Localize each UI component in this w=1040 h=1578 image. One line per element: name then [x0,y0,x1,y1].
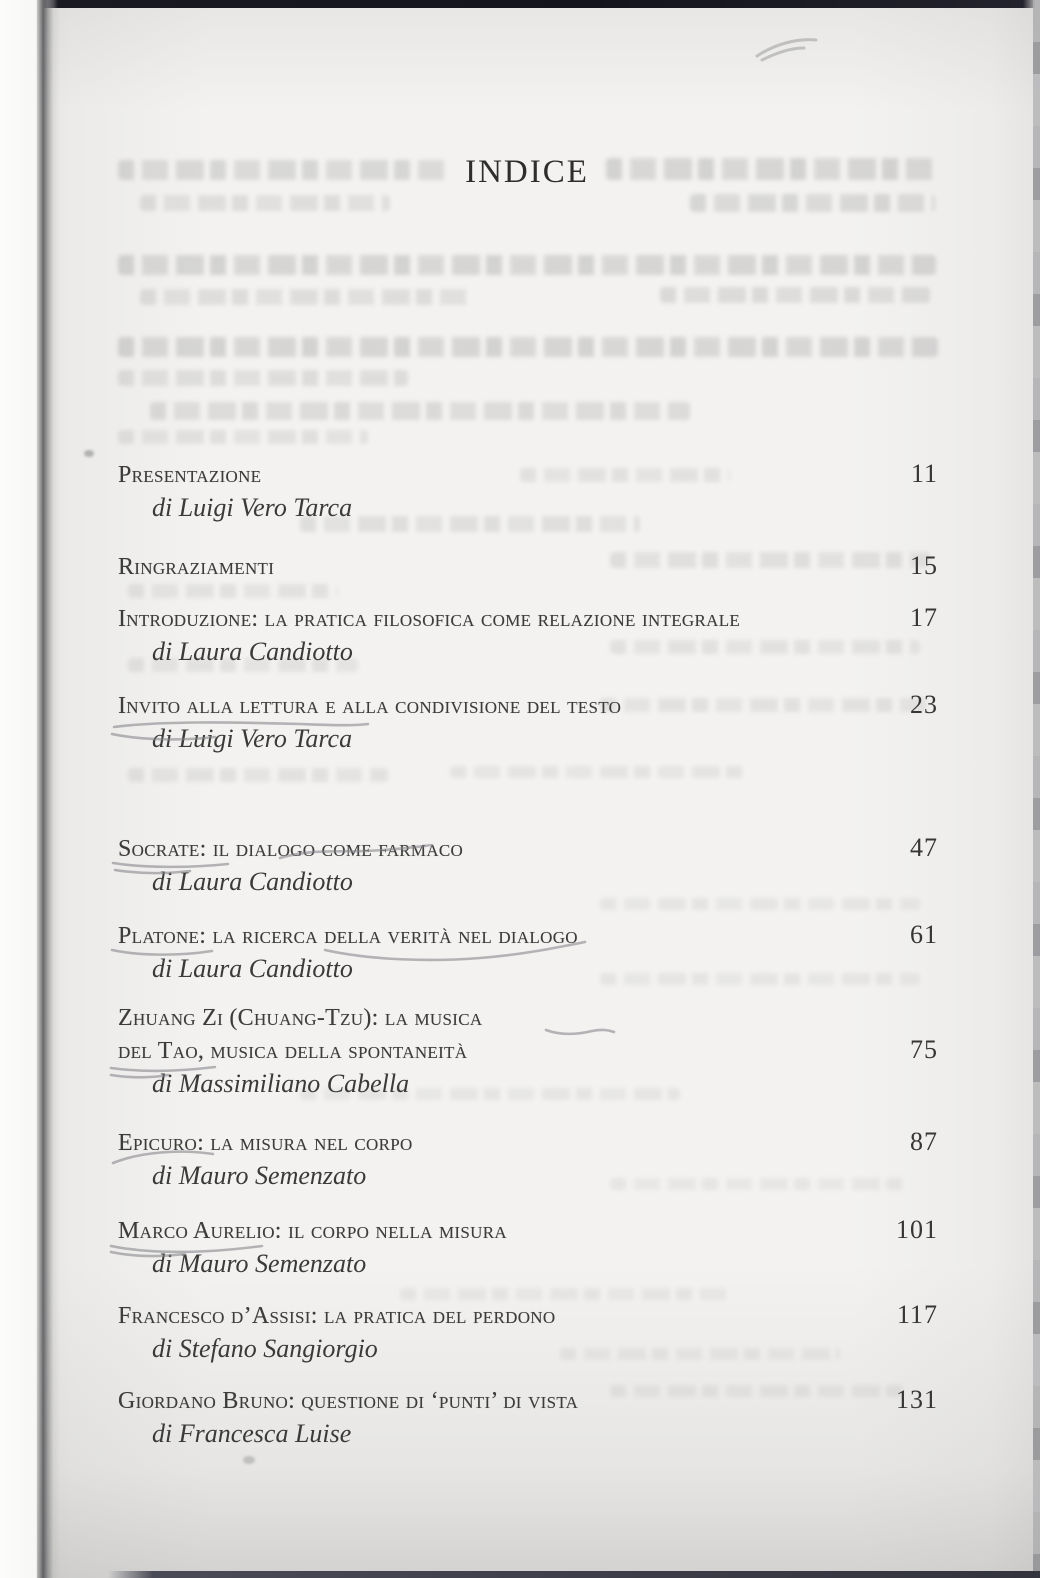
entry-title: Epicuro: la misura nel corpo [118,1130,413,1156]
entry-title: Invito alla lettura e alla condivisione del testo [118,693,622,719]
toc-entry-ringraziamenti [118,550,938,583]
entry-page-number: 15 [910,551,938,580]
toc-entry-francesco-dassisi [118,1299,938,1364]
entry-title-line1: Zhuang Zi (Chuang-Tzu): la musica [118,1005,483,1031]
toc-entry-introduzione [118,602,938,667]
entry-title: Introduzione: la pratica filosofica come relazione integrale [118,606,741,632]
entry-title: Presentazione [118,462,262,488]
entry-title: Platone: la ricerca della verità nel dialogo [118,923,578,949]
toc-entry-giordano-bruno [118,1384,938,1449]
toc-entry-presentazione [118,458,938,523]
entry-page-number: 117 [896,1300,938,1329]
scan-top-edge-bar [44,0,1035,8]
entry-author: di Laura Candiotto [152,637,353,666]
entry-title: Giordano Bruno: questione di ‘punti’ di vista [118,1388,579,1414]
entry-title: Marco Aurelio: il corpo nella misura [118,1218,507,1244]
entry-author: di Massimiliano Cabella [152,1069,410,1098]
book-binding-shadow [36,0,60,1578]
entry-page-number: 101 [896,1215,938,1244]
toc-entry-platone [118,919,938,984]
entry-page-number: 61 [910,920,938,949]
toc-entry-zhuang-zi [118,1002,938,1099]
toc-entry-socrate [118,832,938,897]
entry-author: di Stefano Sangiorgio [152,1334,378,1363]
entry-title: Socrate: il dialogo come farmaco [118,836,464,862]
top-right-scratch-mark [757,40,816,60]
entry-author: di Mauro Semenzato [152,1249,367,1278]
toc-entry-epicuro [118,1126,938,1191]
entry-page-number: 11 [910,459,938,488]
entry-page-number: 17 [910,603,938,632]
scan-left-margin [0,0,37,1578]
entry-page-number: 131 [896,1385,938,1414]
scan-bottom-edge-bar [108,1571,1040,1578]
entry-author: di Mauro Semenzato [152,1161,367,1190]
entry-author: di Luigi Vero Tarca [152,493,353,522]
entry-title: Francesco d’Assisi: la pratica del perdono [118,1303,556,1329]
toc-entry-invito [118,689,938,754]
scan-right-edge [1033,0,1040,1578]
entry-title-line2: del Tao, musica della spontaneità [118,1038,468,1064]
entry-page-number: 47 [910,833,938,862]
entry-page-number: 23 [910,690,938,719]
entry-page-number: 87 [910,1127,938,1156]
entry-author: di Francesca Luise [152,1419,352,1448]
entry-author: di Laura Candiotto [152,867,353,896]
entry-author: di Luigi Vero Tarca [152,724,353,753]
entry-author: di Laura Candiotto [152,954,353,983]
page-title: INDICE [465,154,589,190]
toc-entry-marco-aurelio [118,1214,938,1279]
entry-title: Ringraziamenti [118,554,275,580]
entry-page-number: 75 [910,1035,938,1064]
